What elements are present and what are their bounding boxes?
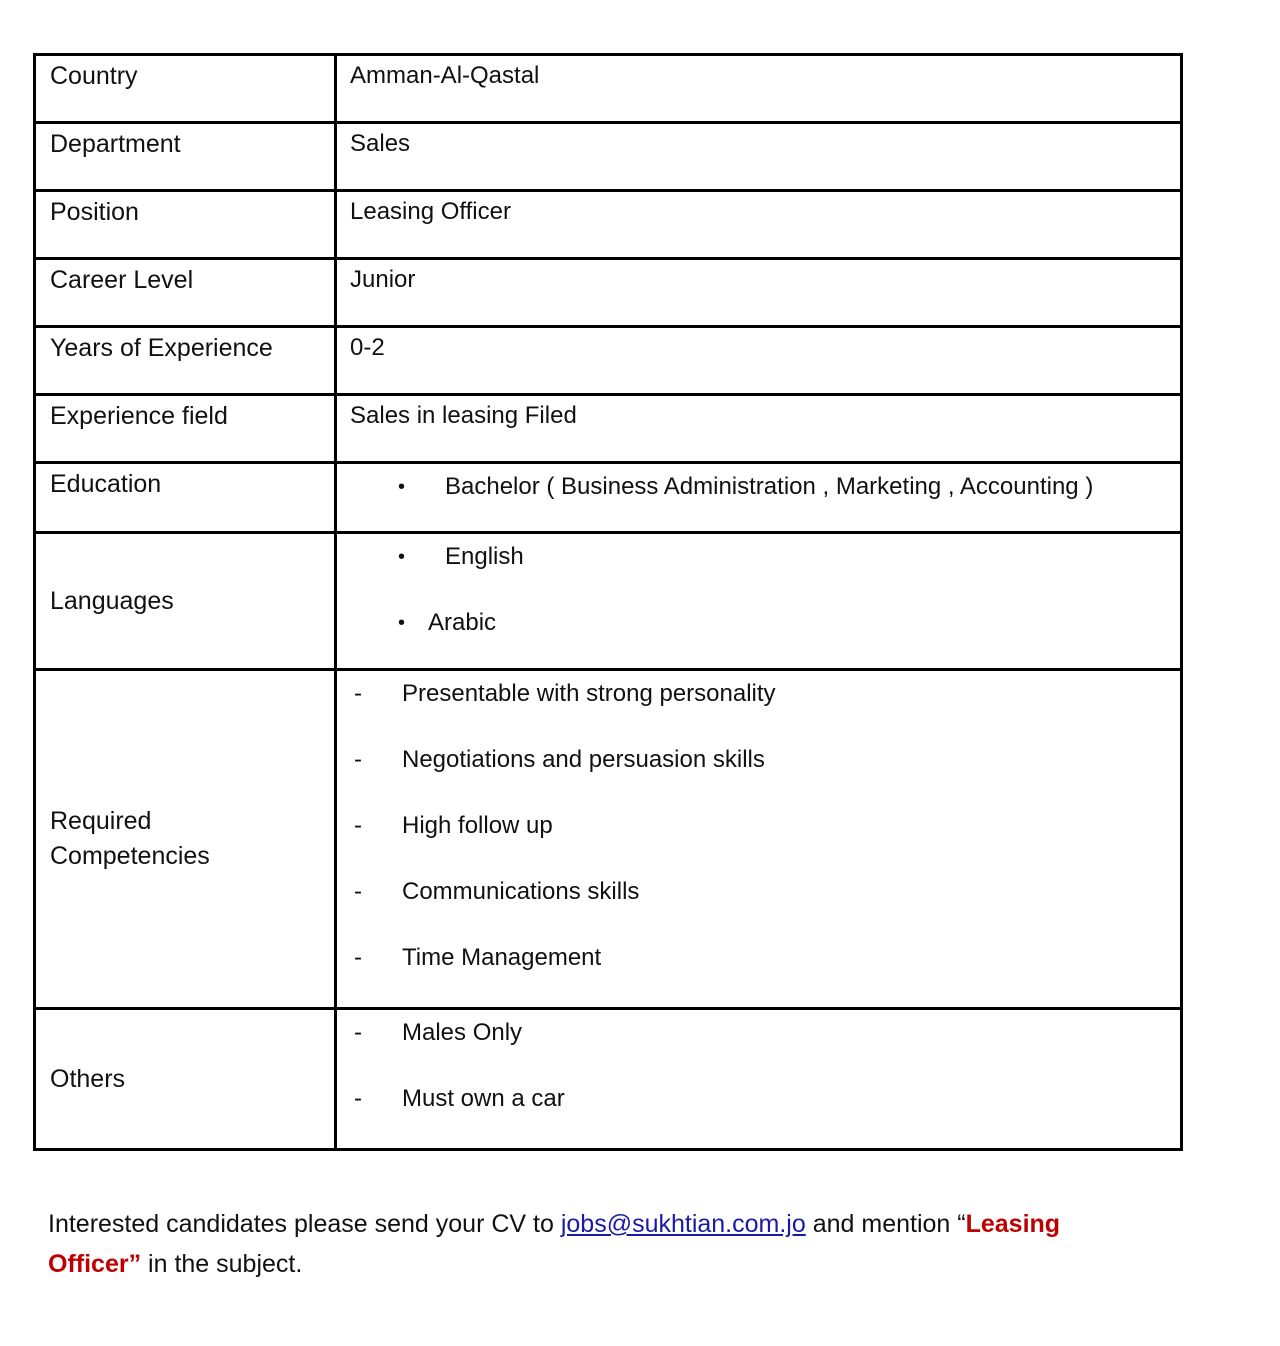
value-country: Amman-Al-Qastal — [336, 55, 1182, 123]
others-item: - Must own a car — [350, 1082, 1180, 1148]
value-languages — [336, 533, 1182, 670]
value-experience-field: Sales in leasing Filed — [336, 395, 1182, 463]
label-department: Department — [35, 123, 336, 191]
label-competencies: Required Competencies — [35, 670, 336, 1009]
value-department: Sales — [336, 123, 1182, 191]
dash-icon: - — [354, 746, 362, 773]
others-item: - Males Only — [350, 1016, 1180, 1082]
label-education: Education — [35, 463, 336, 533]
value-others — [336, 1009, 1182, 1150]
row-education — [35, 463, 1182, 533]
value-career-level: Junior — [336, 259, 1182, 327]
value-years-experience: 0-2 — [336, 327, 1182, 395]
dash-icon: - — [354, 878, 362, 905]
row-others — [35, 1009, 1182, 1150]
language-item: • English — [350, 540, 1180, 606]
row-experience-field — [35, 395, 1182, 463]
education-item: • Bachelor ( Business Administration , Marketing , Accounting ) — [350, 470, 1180, 504]
value-competencies — [336, 670, 1182, 1009]
dash-icon: - — [354, 944, 362, 971]
row-competencies — [35, 670, 1182, 1009]
dash-icon: - — [354, 1085, 362, 1112]
bullet-icon: • — [398, 612, 406, 634]
competency-item: - Presentable with strong personality — [350, 677, 1180, 743]
label-years-experience: Years of Experience — [35, 327, 336, 395]
application-instructions: Interested candidates please send your CV to jobs@sukhtian.com.jo and mention “Leasing Officer” in the subject. — [48, 1210, 1061, 1278]
email-link[interactable]: jobs@sukhtian.com.jo — [560, 1210, 806, 1238]
value-position: Leasing Officer — [336, 191, 1182, 259]
position-highlight: Leasing Officer” — [48, 1210, 1061, 1278]
row-languages — [35, 533, 1182, 670]
row-position — [35, 191, 1182, 259]
competency-item: - Communications skills — [350, 875, 1180, 941]
label-position: Position — [35, 191, 336, 259]
competency-item: - High follow up — [350, 809, 1180, 875]
label-languages: Languages — [35, 533, 336, 670]
competency-item: - Time Management — [350, 941, 1180, 1007]
row-career-level — [35, 259, 1182, 327]
bullet-icon: • — [398, 546, 406, 568]
row-years-experience — [35, 327, 1182, 395]
competency-item: - Negotiations and persuasion skills — [350, 743, 1180, 809]
language-item: • Arabic — [350, 606, 1180, 640]
bullet-icon: • — [398, 476, 406, 498]
job-details-table — [33, 53, 1183, 1151]
label-others: Others — [35, 1009, 336, 1150]
label-experience-field: Experience field — [35, 395, 336, 463]
value-education — [336, 463, 1182, 533]
dash-icon: - — [354, 812, 362, 839]
row-department — [35, 123, 1182, 191]
row-country — [35, 55, 1182, 123]
label-country: Country — [35, 55, 336, 123]
dash-icon: - — [354, 1019, 362, 1046]
dash-icon: - — [354, 680, 362, 707]
label-career-level: Career Level — [35, 259, 336, 327]
